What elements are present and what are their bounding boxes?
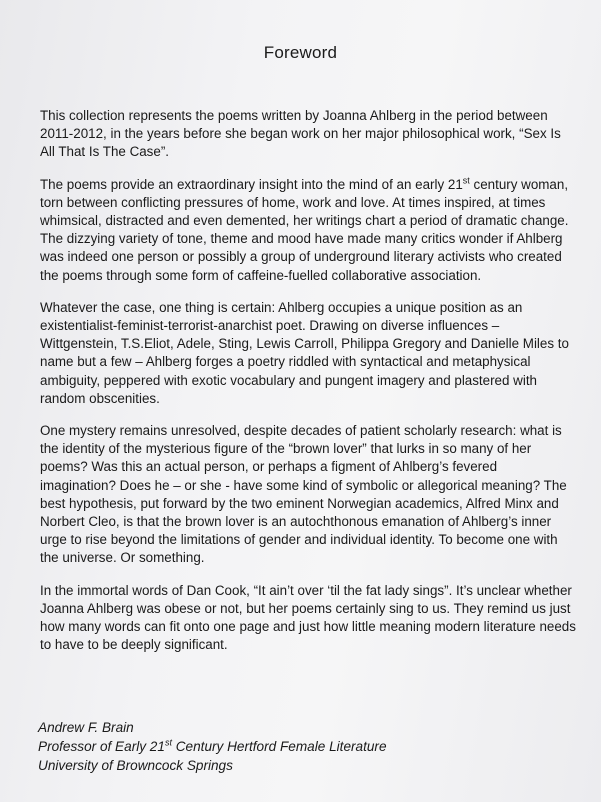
signature-role [38,737,387,756]
paragraph-2 [40,176,576,285]
signature-name: Andrew F. Brain [38,720,134,735]
signature-block [38,718,387,775]
signature-role-end: Century Hertford Female Literature [171,739,387,754]
signature-role-superscript: st [164,737,172,748]
paragraph-4: One mystery remains unresolved, despite decades of patient scholarly research: what is the identity of the mysterious figure of the “brown lover” that lurks in so many of her poems? Was this an actual person, or perhaps a figment of Ahlberg’s fevered imagination? Does he – or she - have some kind of symbolic or allegorical meaning? The best hypothesis, put forward by the two eminent Norwegian academics, Alfred Minx and Norbert Cleo, is that the brown lover is an autochthonous emanation of Ahlberg’s inner urge to rise beyond the limitations of gender and individual identity. To become one with the universe. Or something. [40,423,567,566]
paragraph-2-text-start: The poems provide an extraordinary insight into the mind of an early 21 [40,176,463,192]
paragraph-2-text-end: century woman, torn between conflicting pressures of home, work and love. At times inspired, at times whimsical, distracted and even demented, her writings chart a period of dramatic change. The dizzying variety of tone, theme and mood have made many critics wonder if Ahlberg was indeed one person or possibly a group of underground literary activists who created the poems through some form of caffeine-fuelled collaborative association. [40,176,569,283]
paragraph-2-superscript: st [462,175,470,186]
foreword-body [40,107,576,668]
paragraph-5: In the immortal words of Dan Cook, “It ain’t over ‘til the fat lady sings”. It’s unclear whether Joanna Ahlberg was obese or not, but her poems certainly sing to us. They remind us just how many words can fit onto one page and just how little meaning modern literature needs to have to be deeply significant. [40,582,576,653]
paragraph-1: This collection represents the poems written by Joanna Ahlberg in the period between 2011-2012, in the years before she began work on her major philosophical work, “Sex Is All That Is The Case”. [40,108,561,160]
paragraph-3: Whatever the case, one thing is certain: Ahlberg occupies a unique position as an existentialist-feminist-terrorist-anarchist poet. Drawing on diverse influences – Wittgenstein, T.S.Eliot, Adele, Sting, Lewis Carroll, Philippa Gregory and Danielle Miles to name but a few – Ahlberg forges a poetry riddled with syntactical and metaphysical ambiguity, peppered with exotic vocabulary and pungent imagery and plastered with random obscenities. [40,299,569,406]
page-title: Foreword [263,43,338,62]
signature-role-start: Professor of Early 21 [38,739,165,754]
signature-institution: University of Browncock Springs [38,758,233,773]
